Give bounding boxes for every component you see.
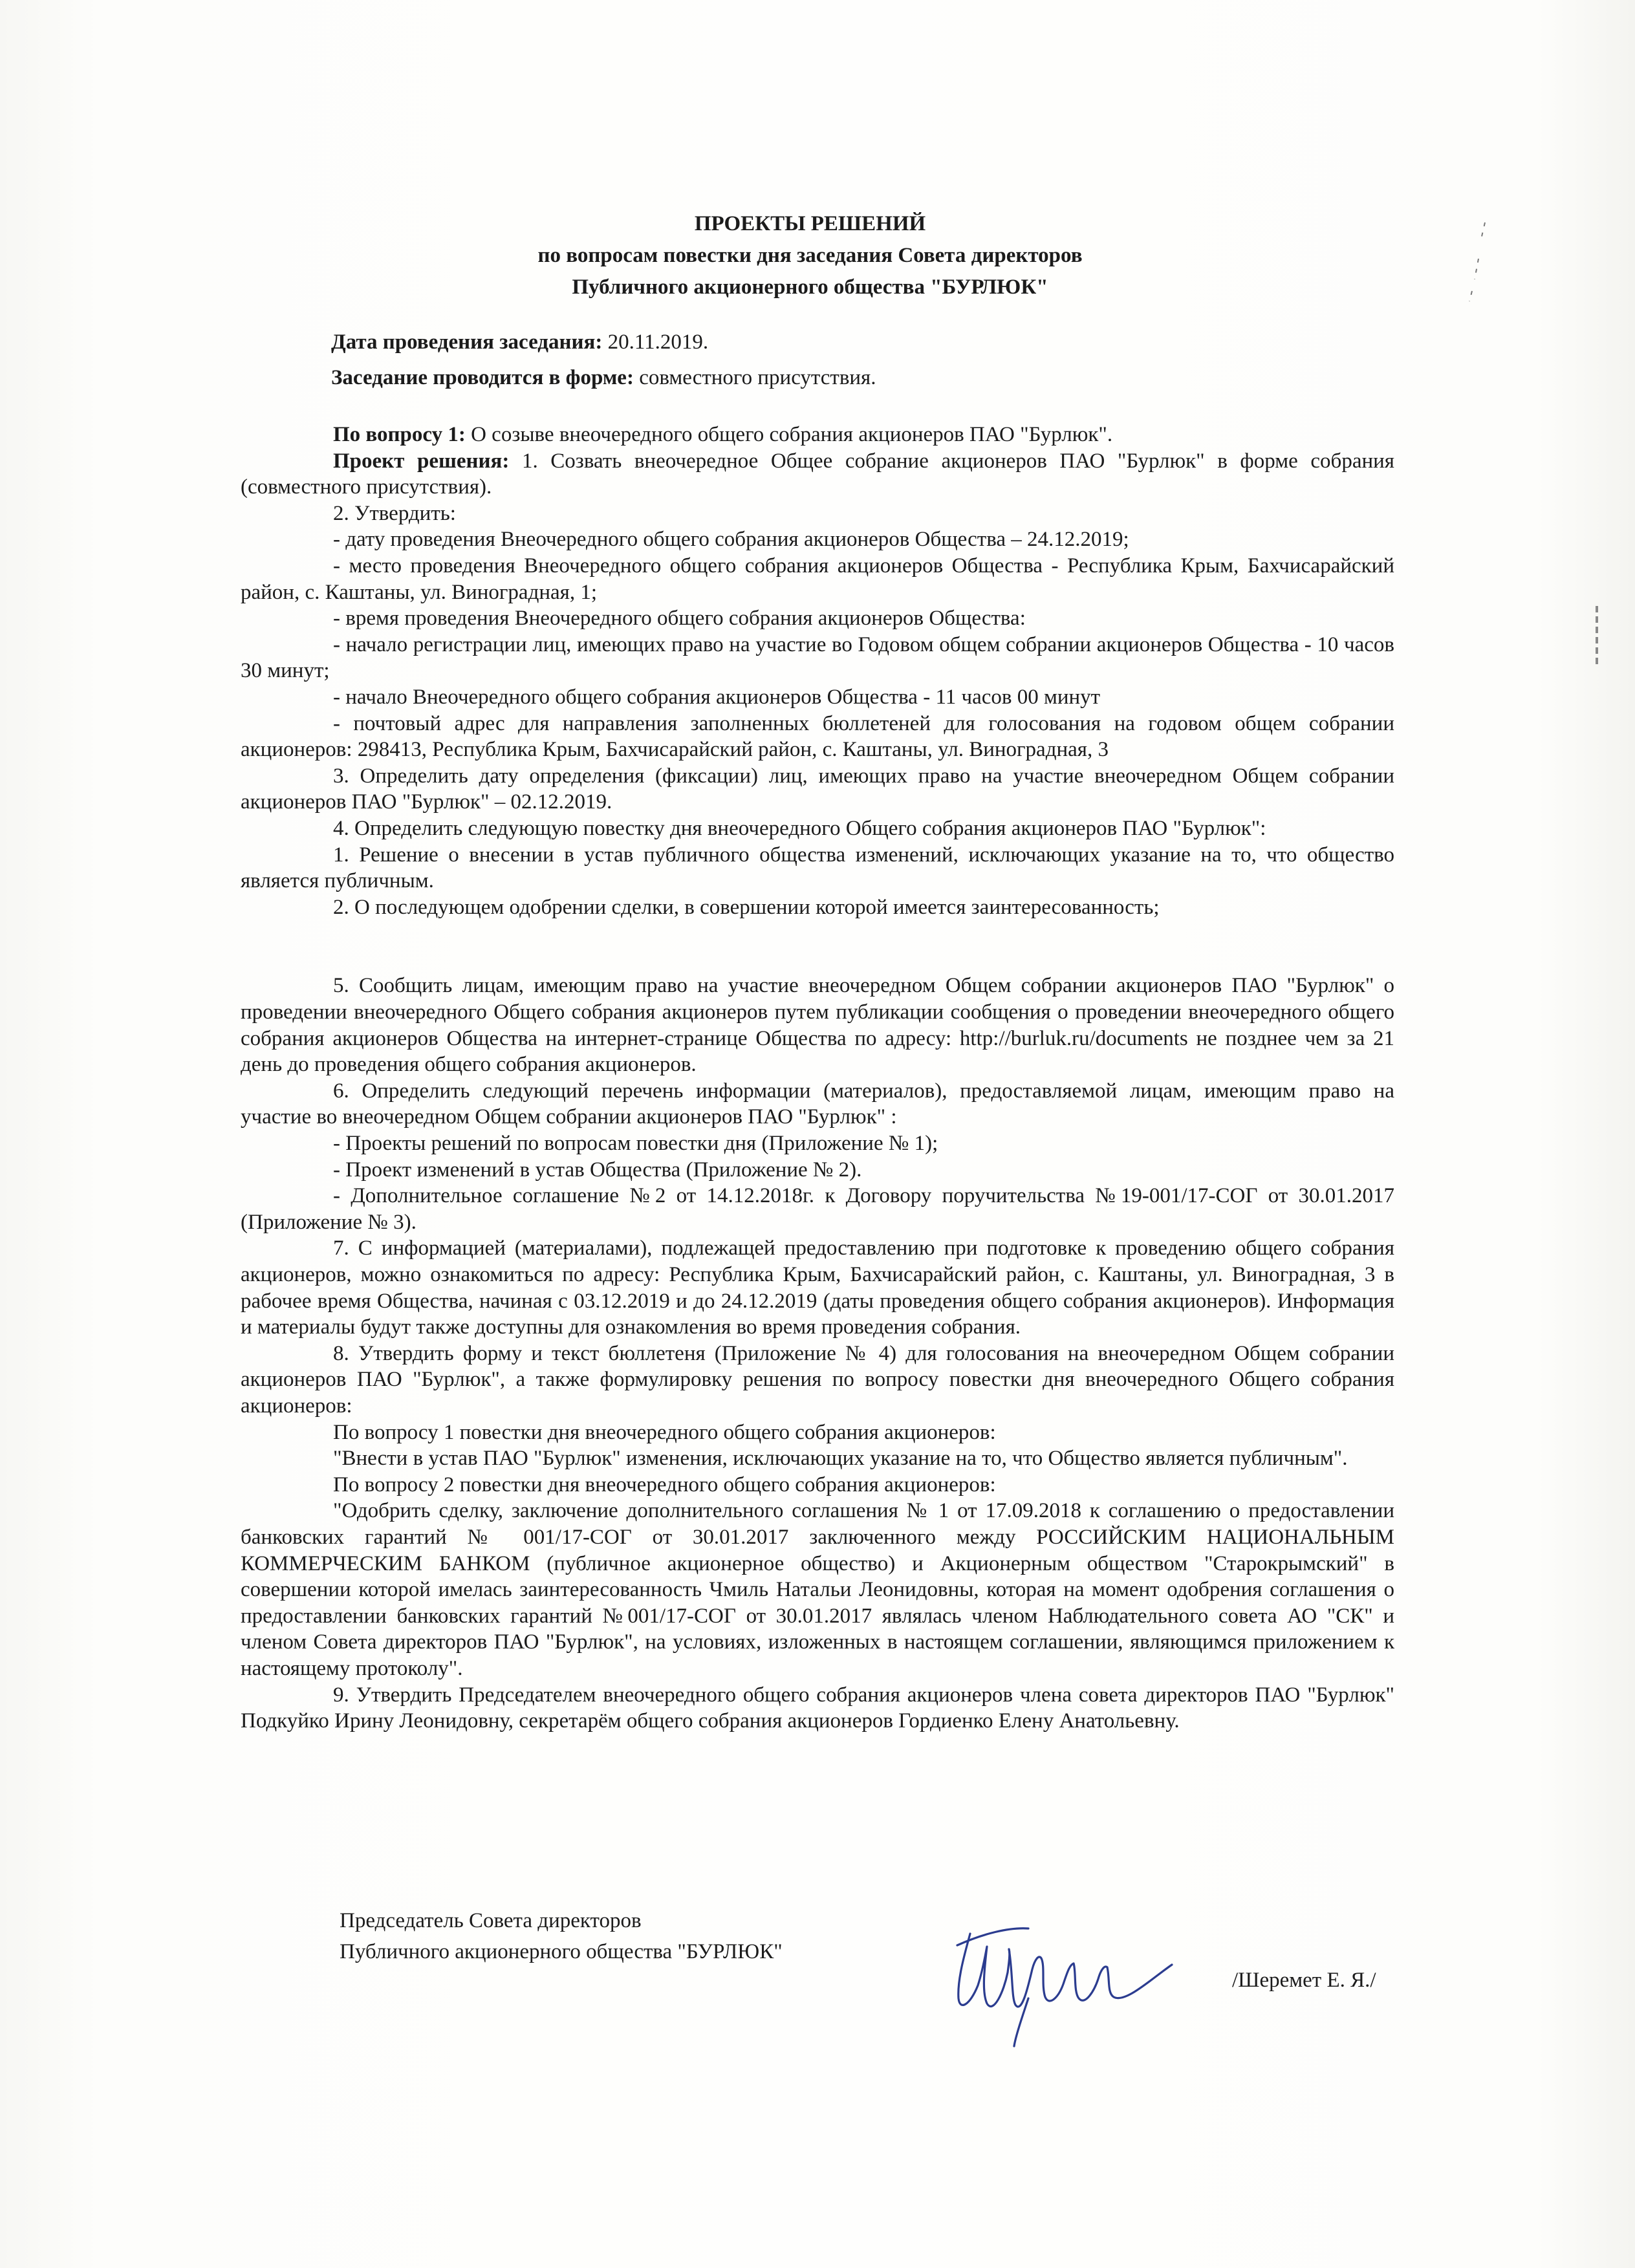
paragraph: 2. Утвердить:	[333, 501, 456, 525]
document-subtitle: по вопросам повестки дня заседания Совета директоров	[537, 244, 1083, 267]
paragraph: 5. Сообщить лицам, имеющим право на участие внеочередном Общем собрании акционеров ПАО "Бурлюк" о проведении внеочередного Общего собрания акционеров путем публикации сообщения о проведении внеочередного общего собрания акционеров Общества на интернет-странице Общества по адресу: http://burluk.ru/documents не позднее чем за 21 день до проведения общего собрания акционеров.	[241, 974, 1394, 1077]
spacer	[241, 947, 1394, 973]
signatory-role-line: Председатель Совета директоров	[340, 1909, 642, 1932]
document-subtitle: Публичного акционерного общества "БУРЛЮК"	[572, 275, 1048, 299]
meeting-form-value: совместного присутствия.	[633, 366, 876, 389]
signatory-role-line: Публичного акционерного общества "БУРЛЮК"	[340, 1940, 783, 1963]
paragraph: - дату проведения Внеочередного общего собрания акционеров Общества – 24.12.2019;	[333, 528, 1129, 552]
scan-mark-stroke	[1469, 222, 1485, 301]
paragraph: По вопросу 1 повестки дня внеочередного общего собрания акционеров:	[333, 1420, 996, 1444]
paragraph: - Дополнительное соглашение №2 от 14.12.2018г. к Договору поручительства №19-001/17-СОГ от 30.01.2017 (Приложение № 3).	[241, 1184, 1394, 1234]
meeting-date-label: Дата проведения заседания:	[331, 330, 603, 354]
meeting-form	[331, 360, 876, 396]
paragraph: 6. Определить следующий перечень информации (материалов), предоставляемой лицам, имеющим право на участие во внеочередном Общем собрании акционеров ПАО "Бурлюк" :	[241, 1079, 1394, 1129]
paragraph: - Проект изменений в устав Общества (Приложение № 2).	[333, 1158, 862, 1182]
paragraph: "Одобрить сделку, заключение дополнительного соглашения № 1 от 17.09.2018 к соглашению о предоставлении банковских гарантий № 001/17-СОГ от 30.01.2017 заключенного между РОССИЙСКИМ НАЦИОНАЛЬНЫМ КОММЕРЧЕСКИМ БАНКОМ (публичное акционерное общество) и Акционерным обществом "Старокрымский" в совершении которой имелась заинтересованность Чмиль Натальи Леонидовны, которая на момент одобрения соглашения о предоставлении банковских гарантий №001/17-СОГ от 30.01.2017 являлась членом Наблюдательного совета АО "СК" и членом Совета директоров ПАО "Бурлюк", на условиях, изложенных в настоящем соглашении, являющимся приложением к настоящему протоколу".	[241, 1499, 1394, 1680]
spacer	[241, 920, 1394, 947]
signature-strokes	[957, 1928, 1172, 2046]
paragraph: 2. О последующем одобрении сделки, в совершении которой имеется заинтересованность;	[333, 895, 1160, 919]
signature-stroke	[1009, 1949, 1107, 2007]
paragraph: 4. Определить следующую повестку дня внеочередного Общего собрания акционеров ПАО "Бурлюк":	[333, 816, 1266, 840]
paragraph: 8. Утвердить форму и текст бюллетеня (Приложение № 4) для голосования на внеочередном Общем собрании акционеров ПАО "Бурлюк", а также формулировку решения по вопросу повестки дня внеочередного Общего собрания акционеров:	[241, 1341, 1394, 1418]
document-title: ПРОЕКТЫ РЕШЕНИЙ	[694, 212, 926, 235]
draft-label: Проект решения:	[333, 449, 510, 473]
signatory-name: /Шеремет Е. Я./	[1232, 1969, 1376, 1992]
paragraph: - почтовый адрес для направления заполненных бюллетеней для голосования на годовом общем собрании акционеров: 298413, Республика Крым, Бахчисарайский район, с. Каштаны, ул. Виноградная, 3	[241, 711, 1394, 762]
signature-stroke	[958, 1934, 1010, 2006]
meeting-form-label: Заседание проводится в форме:	[331, 366, 634, 389]
paragraph: По вопросу 1: О созыве внеочередного общего собрания акционеров ПАО "Бурлюк".	[333, 423, 1113, 446]
meeting-meta	[331, 325, 876, 396]
paragraph: 3. Определить дату определения (фиксации) лиц, имеющих право на участие внеочередном Общем собрании акционеров ПАО "Бурлюк" – 02.12.2019.	[241, 764, 1394, 814]
paragraph: - Проекты решений по вопросам повестки дня (Приложение № 1);	[333, 1132, 938, 1156]
paragraph: - время проведения Внеочередного общего собрания акционеров Общества:	[333, 607, 1026, 631]
signatory-role	[340, 1905, 783, 1967]
scan-artifact	[1463, 220, 1495, 304]
meeting-date-value: 20.11.2019.	[602, 330, 709, 354]
paragraph: - начало Внеочередного общего собрания акционеров Общества - 11 часов 00 минут	[333, 685, 1101, 709]
document-header	[0, 208, 1620, 303]
paragraph: 1. Решение о внесении в устав публичного общества изменений, исключающих указание на то, что общество является публичным.	[241, 843, 1394, 893]
paragraph: 7. С информацией (материалами), подлежащей предоставлению при подготовке к проведению общего собрания акционеров, можно ознакомиться по адресу: Республика Крым, Бахчисарайский район, с. Каштаны, ул. Виноградная, 3 в рабочее время Общества, начиная с 03.12.2019 и до 24.12.2019 (даты проведения общего собрания акционеров). Информация и материалы будут также доступны для ознакомления во время проведения собрания.	[241, 1237, 1394, 1339]
paragraph: - место проведения Внеочередного общего собрания акционеров Общества - Республика Крым, Бахчисарайский район, с. Каштаны, ул. Виноградная, 1;	[241, 554, 1394, 604]
paragraph: "Внести в устав ПАО "Бурлюк" изменения, исключающих указание на то, что Общество является публичным".	[333, 1447, 1348, 1471]
paragraph: Проект решения: 1. Созвать внеочередное Общее собрание акционеров ПАО "Бурлюк" в форме собрания (совместного присутствия).	[241, 449, 1394, 499]
question-label: По вопросу 1:	[333, 423, 466, 446]
signature-stroke	[1107, 1965, 1172, 1998]
scan-artifact	[1592, 605, 1601, 669]
paragraph: По вопросу 2 повестки дня внеочередного общего собрания акционеров:	[333, 1473, 996, 1496]
paragraph: 9. Утвердить Председателем внеочередного общего собрания акционеров члена совета директоров ПАО "Бурлюк" Подкуйко Ирину Леонидовну, секретарём общего собрания акционеров Гордиенко Елену Анатольевну.	[241, 1683, 1394, 1733]
paragraph: - начало регистрации лиц, имеющих право на участие во Годовом общем собрании акционеров Общества - 10 часов 30 минут;	[241, 632, 1394, 683]
document-body	[241, 422, 1394, 1734]
meeting-date	[331, 325, 876, 360]
handwritten-signature	[931, 1908, 1177, 2050]
